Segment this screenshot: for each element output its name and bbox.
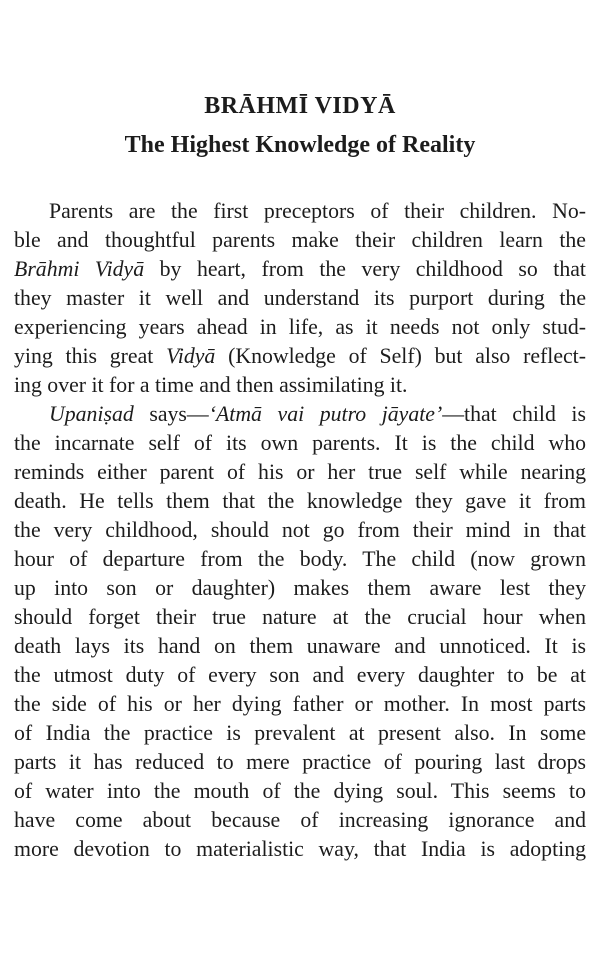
text-line: the utmost duty of every son and every daughter to be at [14,663,586,687]
text-line: they master it well and understand its purport during the [14,286,586,310]
text-line: up into son or daughter) makes them aware lest they [14,576,586,600]
text-line: ing over it for a time and then assimilating it. [14,373,408,397]
text-line: Parents are the first preceptors of their children. No- [49,199,586,223]
text-line: should forget their true nature at the crucial hour when [14,605,586,629]
text-line: reminds either parent of his or her true self while nearing [14,460,586,484]
text-line: death. He tells them that the knowledge they gave it from [14,489,586,513]
text-line: experiencing years ahead in life, as it needs not only stud- [14,315,586,339]
italic-quote: ‘Atmā vai putro jāyate’ [208,402,443,426]
text-line: of water into the mouth of the dying soul. This seems to [14,779,586,803]
chapter-subtitle: The Highest Knowledge of Reality [124,132,476,158]
text-line: ying this great Vidyā (Knowledge of Self) but also reflect- [14,344,586,368]
chapter-title: BRĀHMĪ VIDYĀ [204,93,396,119]
text-line: the incarnate self of its own parents. It is the child who [14,431,586,455]
text-line: the very childhood, should not go from their mind in that [14,518,586,542]
text-line: have come about because of increasing ignorance and [14,808,586,832]
italic-term: Upaniṣad [49,402,134,426]
text-line: parts it has reduced to mere practice of pouring last drops [14,750,586,774]
text-line: Brāhmi Vidyā by heart, from the very childhood so that [14,257,586,281]
text-line: more devotion to materialistic way, that India is adopting [14,837,586,861]
italic-term: Vidyā [166,344,216,368]
text-line: ble and thoughtful parents make their children learn the [14,228,586,252]
text-line: Upaniṣad says—‘Atmā vai putro jāyate’—that child is [49,402,586,426]
text-line: of India the practice is prevalent at present also. In some [14,721,586,745]
text-line: death lays its hand on them unaware and unnoticed. It is [14,634,586,658]
italic-term: Brāhmi Vidyā [14,257,145,281]
text-line: hour of departure from the body. The child (now grown [14,547,586,571]
text-line: the side of his or her dying father or mother. In most parts [14,692,586,716]
